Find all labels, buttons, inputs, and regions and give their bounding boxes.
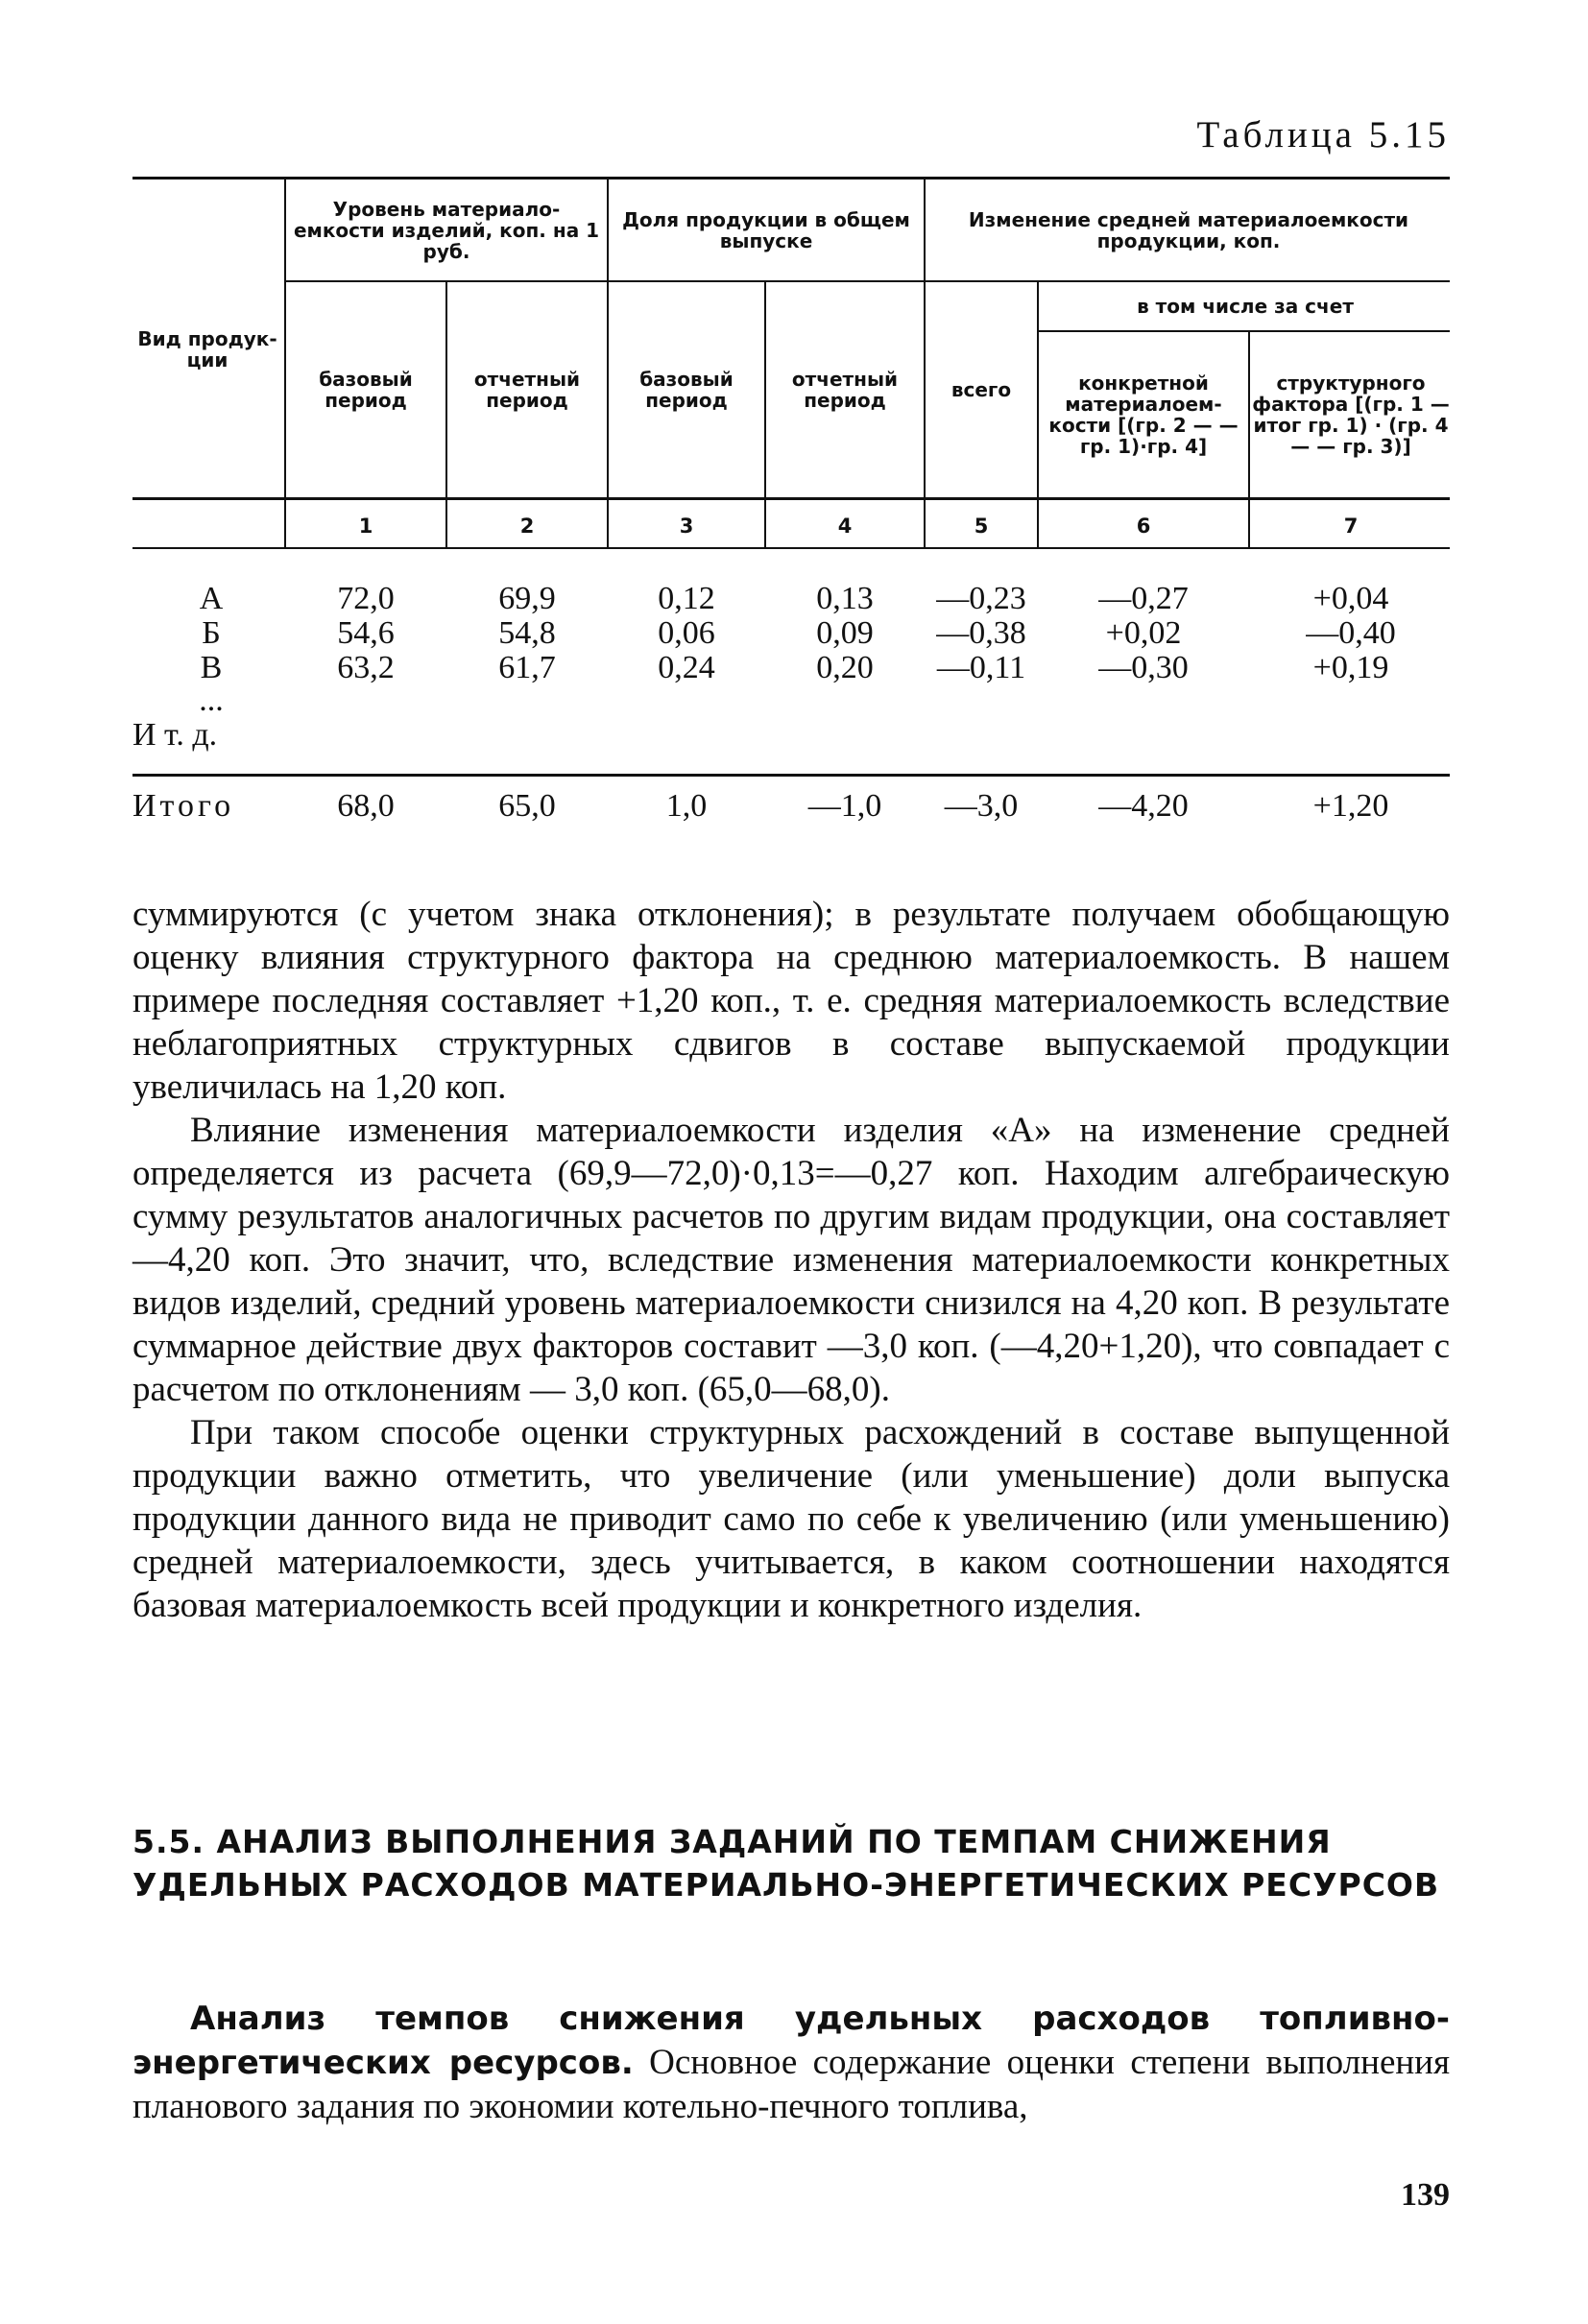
column-number: 4 — [837, 515, 853, 538]
data-table — [132, 177, 1450, 824]
header-bottom-rule — [132, 497, 1450, 500]
cell: —0,38 — [936, 615, 1026, 651]
cell: 63,2 — [337, 650, 395, 685]
cell: 69,9 — [498, 581, 556, 616]
column-number: 7 — [1343, 515, 1359, 538]
cell: 72,0 — [337, 581, 395, 616]
header-col4: отчетный период — [791, 368, 899, 412]
vrule — [1248, 330, 1250, 547]
section-heading: 5.5. АНАЛИЗ ВЫПОЛНЕНИЯ ЗАДАНИЙ ПО ТЕМПАМ СНИЖЕНИЯ УДЕЛЬНЫХ РАСХОДОВ МАТЕРИАЛЬНО-ЭНЕРГЕТИЧЕСКИХ РЕСУРСОВ — [132, 1823, 1440, 1904]
cell: +0,04 — [1312, 581, 1389, 616]
page-number: 139 — [1401, 2177, 1450, 2213]
cell: —0,23 — [936, 581, 1026, 616]
cell: +0,19 — [1312, 650, 1389, 685]
cell: 0,24 — [658, 650, 715, 685]
vrule — [445, 280, 447, 547]
vrule — [764, 280, 766, 547]
cell: 54,6 — [337, 615, 395, 651]
row-label: А — [199, 581, 224, 616]
cell: 0,13 — [816, 581, 874, 616]
column-number-rule — [132, 547, 1450, 549]
vrule — [924, 177, 926, 547]
header-col5: всего — [950, 378, 1012, 401]
column-number: 3 — [679, 515, 694, 538]
cell: 0,20 — [816, 650, 874, 685]
cell: —3,0 — [944, 788, 1019, 824]
paragraph: При таком способе оценки структурных расхождений в составе выпущенной продукции важно отметить, что увеличение (или уменьшение) доли выпуска продукции данного вида не приводит само по себе к увеличению (или уменьшению) средней материалоемкости, здесь учитывается, в каком соотношении находятся базовая материалоемкость всей продукции и конкретного изделия. — [132, 1413, 1450, 1625]
cell: 68,0 — [337, 788, 395, 824]
cell: 54,8 — [498, 615, 556, 651]
table-top-rule — [132, 177, 1450, 180]
subsection-title: Анализ темпов снижения удельных расходов топливно-энергетических ресурсов. — [132, 2000, 1450, 2082]
header-material-level: Уровень материало- емкости изделий, коп. на 1 руб. — [293, 198, 600, 263]
column-number: 2 — [519, 515, 535, 538]
header-col3: базовый период — [639, 368, 734, 412]
header-col1: базовый период — [319, 368, 413, 412]
cell: 65,0 — [498, 788, 556, 824]
book-page — [132, 0, 1450, 2324]
vrule — [284, 177, 286, 547]
row-label: В — [200, 650, 223, 685]
cell: 0,12 — [658, 581, 715, 616]
vrule — [607, 177, 609, 547]
paragraph: суммируются (с учетом знака отклонения); в результате получаем обобщающую оценку влияния структурного фактора на среднюю материалоемкость. В нашем примере последняя составляет +1,20 коп., т. е. средняя материалоемкость вследствие неблагоприятных структурных сдвигов в составе выпускаемой продукции увеличилась на 1,20 коп. — [132, 895, 1450, 1107]
cell: +0,02 — [1105, 615, 1182, 651]
cell: —1,0 — [807, 788, 882, 824]
column-number: 6 — [1136, 515, 1151, 538]
header-rule-1 — [284, 280, 1450, 282]
paragraph: Влияние изменения материалоемкости изделия «А» на изменение средней определяется из расчета (69,9—72,0)·0,13=—0,27 коп. Находим алгебраическую сумму результатов аналогичных расчетов по другим видам продукции, она составляет —4,20 коп. Это значит, что, вследствие изменения материалоемкости конкретных видов изделий, средний уровень материалоемкости снизился на 4,20 коп. В результате суммарное действие двух факторов составит —3,0 коп. (—4,20+1,20), что совпадает с расчетом по отклонениям — 3,0 коп. (65,0—68,0). — [132, 1111, 1450, 1409]
header-vid: Вид продук- ции — [137, 327, 277, 371]
total-rule — [132, 774, 1450, 777]
cell: 0,06 — [658, 615, 715, 651]
cell: —0,40 — [1306, 615, 1396, 651]
vrule — [1037, 280, 1039, 547]
total-label: Итого — [132, 788, 235, 824]
header-col6: конкретной материалоем- кости [(гр. 2 — — гр. 1)·гр. 4] — [1048, 371, 1239, 458]
cell: 1,0 — [665, 788, 708, 824]
etc-label: И т. д. — [132, 717, 218, 753]
body-text — [132, 893, 1450, 1627]
header-change: Изменение средней материалоемкости продукции, коп. — [968, 208, 1409, 252]
cell: +1,20 — [1312, 788, 1389, 824]
cell: 61,7 — [498, 650, 556, 685]
row-label: Б — [202, 615, 221, 651]
cell: 0,09 — [816, 615, 874, 651]
ellipsis: ... — [199, 683, 224, 718]
cell: —0,30 — [1098, 650, 1189, 685]
column-number: 1 — [358, 515, 373, 538]
header-col7: структурного фактора [(гр. 1 — итог гр. 1) · (гр. 4 — — гр. 3)] — [1252, 371, 1450, 458]
table-caption: Таблица 5.15 — [1196, 114, 1450, 156]
subsection-paragraph — [132, 1997, 1450, 2128]
header-including: в том числе за счет — [1137, 295, 1354, 318]
subsection-text: Основное содержание оценки степени выполнения планового задания по экономии котельно-печного топлива, — [132, 2043, 1451, 2126]
cell: —0,27 — [1098, 581, 1189, 616]
header-col2: отчетный период — [473, 368, 581, 412]
column-number: 5 — [974, 515, 989, 538]
header-rule-2 — [1037, 330, 1450, 332]
header-share: Доля продукции в общем выпуске — [622, 208, 910, 252]
cell: —4,20 — [1098, 788, 1189, 824]
cell: —0,11 — [936, 650, 1026, 685]
